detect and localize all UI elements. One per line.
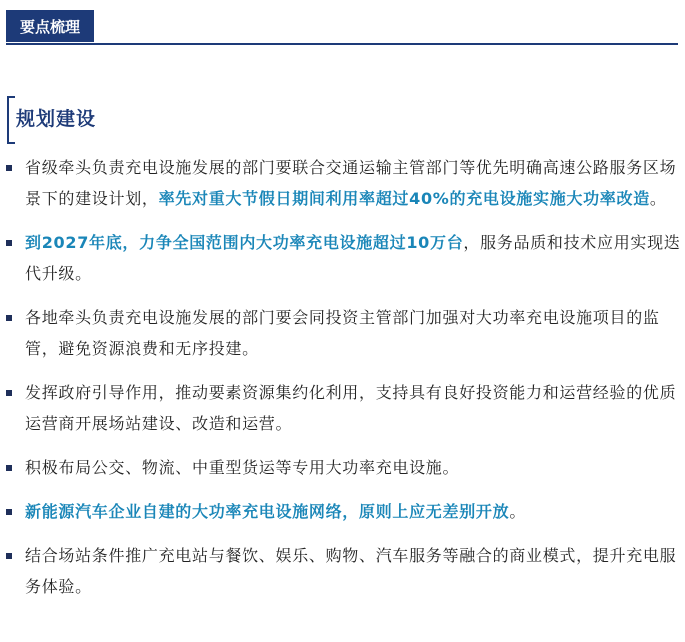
list-item	[0, 377, 685, 439]
list-item	[0, 227, 685, 289]
square-bullet-icon	[6, 390, 12, 396]
square-bullet-icon	[6, 465, 12, 471]
list-item	[0, 152, 685, 214]
bullet-list	[0, 152, 685, 602]
square-bullet-icon	[6, 165, 12, 171]
square-bullet-icon	[6, 240, 12, 246]
header-divider	[6, 43, 678, 45]
square-bullet-icon	[6, 509, 12, 515]
list-item	[0, 496, 685, 527]
text-segment: 积极布局公交、物流、中重型货运等专用大功率充电设施。	[25, 458, 460, 477]
list-item	[0, 452, 685, 483]
square-bullet-icon	[6, 315, 12, 321]
highlighted-text: 到2027年底，力争全国范围内大功率充电设施超过10万台	[25, 233, 464, 252]
text-segment: ，服务品质和技术应用实现迭代升级。	[25, 233, 681, 283]
text-segment: 。	[509, 502, 527, 521]
text-segment: 。	[649, 189, 667, 208]
text-segment: 结合场站条件推广充电站与餐饮、娱乐、购物、汽车服务等融合的商业模式，提升充电服务体验。	[25, 546, 677, 596]
highlighted-text: 率先对重大节假日期间利用率超过40%的充电设施实施大功率改造	[158, 189, 650, 208]
section-title: 规划建设	[16, 108, 97, 130]
header-tag	[6, 10, 94, 42]
highlighted-text: 新能源汽车企业自建的大功率充电设施网络，原则上应无差别开放	[25, 502, 510, 521]
section-bracket-decoration	[7, 96, 15, 144]
list-item	[0, 540, 685, 602]
text-segment: 发挥政府引导作用，推动要素资源集约化利用，支持具有良好投资能力和运营经验的优质运营商开展场站建设、改造和运营。	[25, 383, 677, 433]
header-tag-label: 要点梳理	[19, 17, 80, 36]
text-segment: 省级牵头负责充电设施发展的部门要联合交通运输主管部门等优先明确高速公路服务区场景下的建设计划，	[25, 158, 677, 208]
square-bullet-icon	[6, 553, 12, 559]
list-item	[0, 302, 685, 364]
text-segment: 各地牵头负责充电设施发展的部门要会同投资主管部门加强对大功率充电设施项目的监管，避免资源浪费和无序投建。	[25, 308, 660, 358]
